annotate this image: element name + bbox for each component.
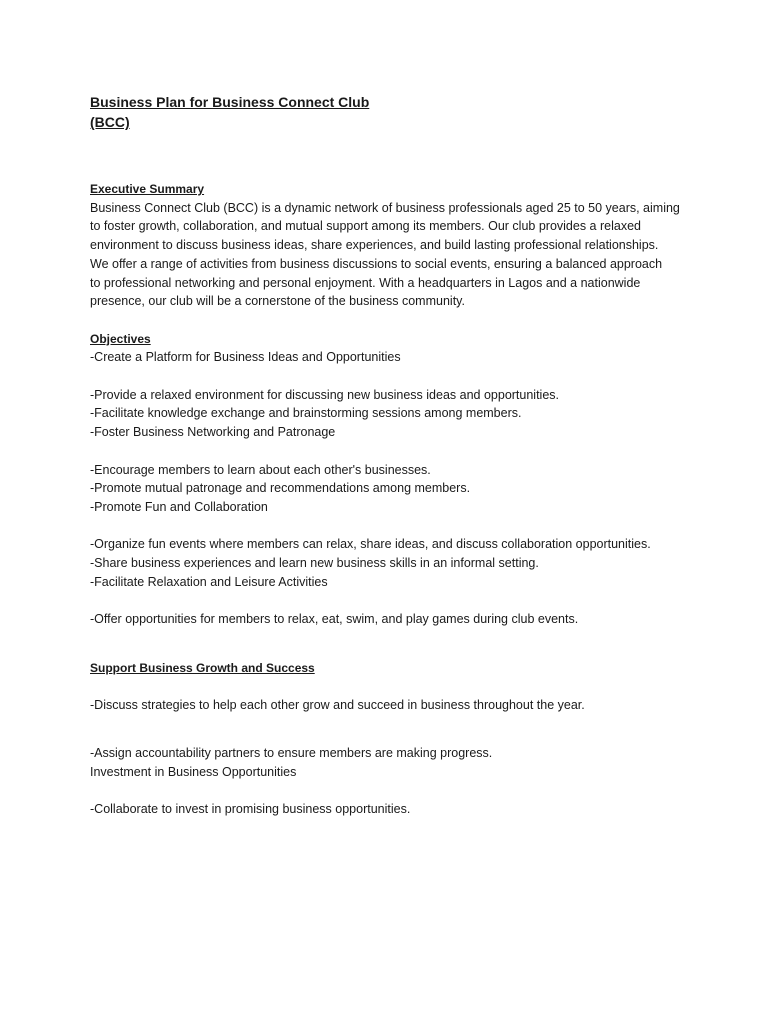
- spacer: [90, 678, 690, 697]
- objective-item: -Share business experiences and learn new business skills in an informal setting.: [90, 556, 539, 570]
- support-item: -Assign accountability partners to ensure members are making progress.: [90, 745, 493, 760]
- executive-summary-line: Business Connect Club (BCC) is a dynamic network of business professionals aged 25 to 50 years, aiming: [90, 200, 680, 215]
- executive-summary-heading: Executive Summary: [90, 182, 205, 196]
- spacer: [90, 367, 690, 386]
- executive-summary-line: to foster growth, collaboration, and mutual support among its members. Our club provides a relaxed: [90, 219, 641, 234]
- objective-item: -Foster Business Networking and Patronage: [90, 425, 336, 440]
- spacer: [90, 715, 690, 744]
- support-item: -Collaborate to invest in promising business opportunities.: [90, 801, 411, 816]
- executive-summary-line: environment to discuss business ideas, share experiences, and build lasting professional relationships.: [90, 238, 659, 253]
- objective-item: -Create a Platform for Business Ideas and Opportunities: [90, 350, 401, 365]
- objective-item: -Facilitate knowledge exchange and brainstorming sessions among members.: [90, 406, 522, 421]
- objective-item: -Promote Fun and Collaboration: [90, 499, 268, 514]
- objective-item: -Promote mutual patronage and recommendations among members.: [90, 481, 471, 496]
- spacer: [90, 132, 690, 180]
- spacer: [90, 517, 690, 536]
- objective-item: -Facilitate Relaxation and Leisure Activities: [90, 574, 328, 589]
- spacer: [90, 442, 690, 461]
- document-title-line-2: (BCC): [90, 114, 130, 130]
- document-page: [90, 92, 690, 819]
- spacer: [90, 781, 690, 800]
- spacer: [90, 591, 690, 610]
- spacer: [90, 311, 690, 330]
- support-growth-heading: Support Business Growth and Success: [90, 660, 315, 675]
- investment-subheading: Investment in Business Opportunities: [90, 764, 297, 779]
- executive-summary-line: presence, our club will be a cornerstone of the business community.: [90, 294, 465, 309]
- objective-item: -Organize fun events where members can relax, share ideas, and discuss collaboration opportunities.: [90, 537, 651, 552]
- objective-item: -Provide a relaxed environment for discussing new business ideas and opportunities.: [90, 387, 560, 402]
- executive-summary-line: to professional networking and personal enjoyment. With a headquarters in Lagos and a nationwide: [90, 275, 641, 290]
- document-title-line-1: Business Plan for Business Connect Club: [90, 94, 370, 110]
- objectives-heading: Objectives: [90, 331, 151, 346]
- executive-summary-line: We offer a range of activities from business discussions to social events, ensuring a balanced approach: [90, 256, 663, 271]
- support-item: -Discuss strategies to help each other grow and succeed in business throughout the year.: [90, 698, 585, 713]
- objective-item: -Offer opportunities for members to relax, eat, swim, and play games during club events.: [90, 612, 579, 627]
- objective-item: -Encourage members to learn about each other's businesses.: [90, 462, 431, 477]
- spacer: [90, 629, 690, 659]
